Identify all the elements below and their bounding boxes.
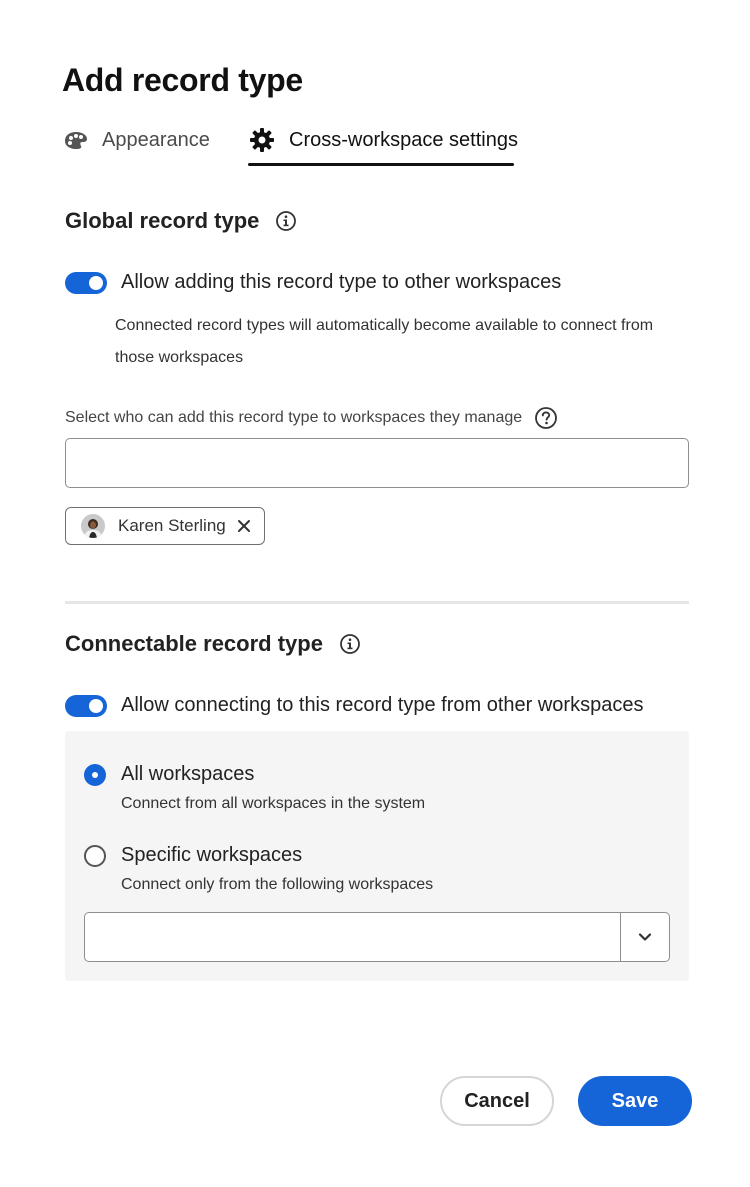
gear-icon — [248, 126, 276, 154]
specific-workspaces-input[interactable] — [85, 913, 620, 961]
cancel-button[interactable]: Cancel — [440, 1076, 554, 1126]
section-divider — [65, 601, 689, 604]
workspace-managers-input[interactable] — [65, 438, 689, 488]
save-button[interactable]: Save — [578, 1076, 692, 1126]
radio-specific-workspaces-label: Specific workspaces — [121, 844, 303, 866]
global-helper-text: Connected record types will automatically become available to connect from those workspaces — [115, 317, 654, 366]
connectable-record-type-title: Connectable record type — [65, 631, 323, 656]
radio-all-workspaces[interactable] — [84, 764, 106, 786]
help-icon[interactable] — [534, 406, 558, 430]
tab-selected-indicator — [248, 163, 514, 166]
global-record-type-toggle-label: Allow adding this record type to other workspaces — [121, 271, 562, 293]
global-record-type-title: Global record type — [65, 208, 260, 233]
combobox-dropdown-button[interactable] — [620, 913, 669, 961]
info-icon[interactable] — [275, 210, 297, 232]
avatar — [81, 514, 105, 538]
radio-specific-workspaces-description: Connect only from the following workspaces — [121, 876, 434, 893]
tab-list — [62, 126, 522, 168]
specific-workspaces-combobox — [84, 912, 670, 962]
connectable-record-type-heading — [65, 631, 361, 657]
global-record-type-toggle[interactable] — [65, 272, 107, 294]
radio-all-workspaces-description: Connect from all workspaces in the system — [121, 795, 426, 812]
connectable-record-type-toggle[interactable] — [65, 695, 107, 717]
tab-cross-workspace-settings[interactable] — [248, 126, 518, 168]
tab-cross-workspace-settings-label: Cross-workspace settings — [289, 129, 518, 151]
radio-specific-workspaces[interactable] — [84, 845, 106, 867]
user-tag-label: Karen Sterling — [118, 516, 226, 535]
user-tag — [65, 507, 265, 545]
connectable-record-type-toggle-label: Allow connecting to this record type from other workspaces — [121, 694, 644, 716]
palette-icon — [62, 126, 90, 154]
radio-all-workspaces-label: All workspaces — [121, 763, 255, 785]
global-field-label-text: Select who can add this record type to workspaces they manage — [65, 409, 523, 426]
info-icon[interactable] — [339, 633, 361, 655]
close-icon[interactable] — [237, 519, 251, 533]
global-record-type-heading — [65, 208, 297, 234]
tab-appearance-label: Appearance — [102, 129, 210, 151]
global-field-label — [65, 404, 558, 432]
chevron-down-icon — [637, 929, 653, 945]
dialog-title: Add record type — [62, 62, 303, 98]
toggle-knob — [89, 276, 103, 290]
tab-appearance[interactable] — [62, 126, 210, 168]
toggle-knob — [89, 699, 103, 713]
